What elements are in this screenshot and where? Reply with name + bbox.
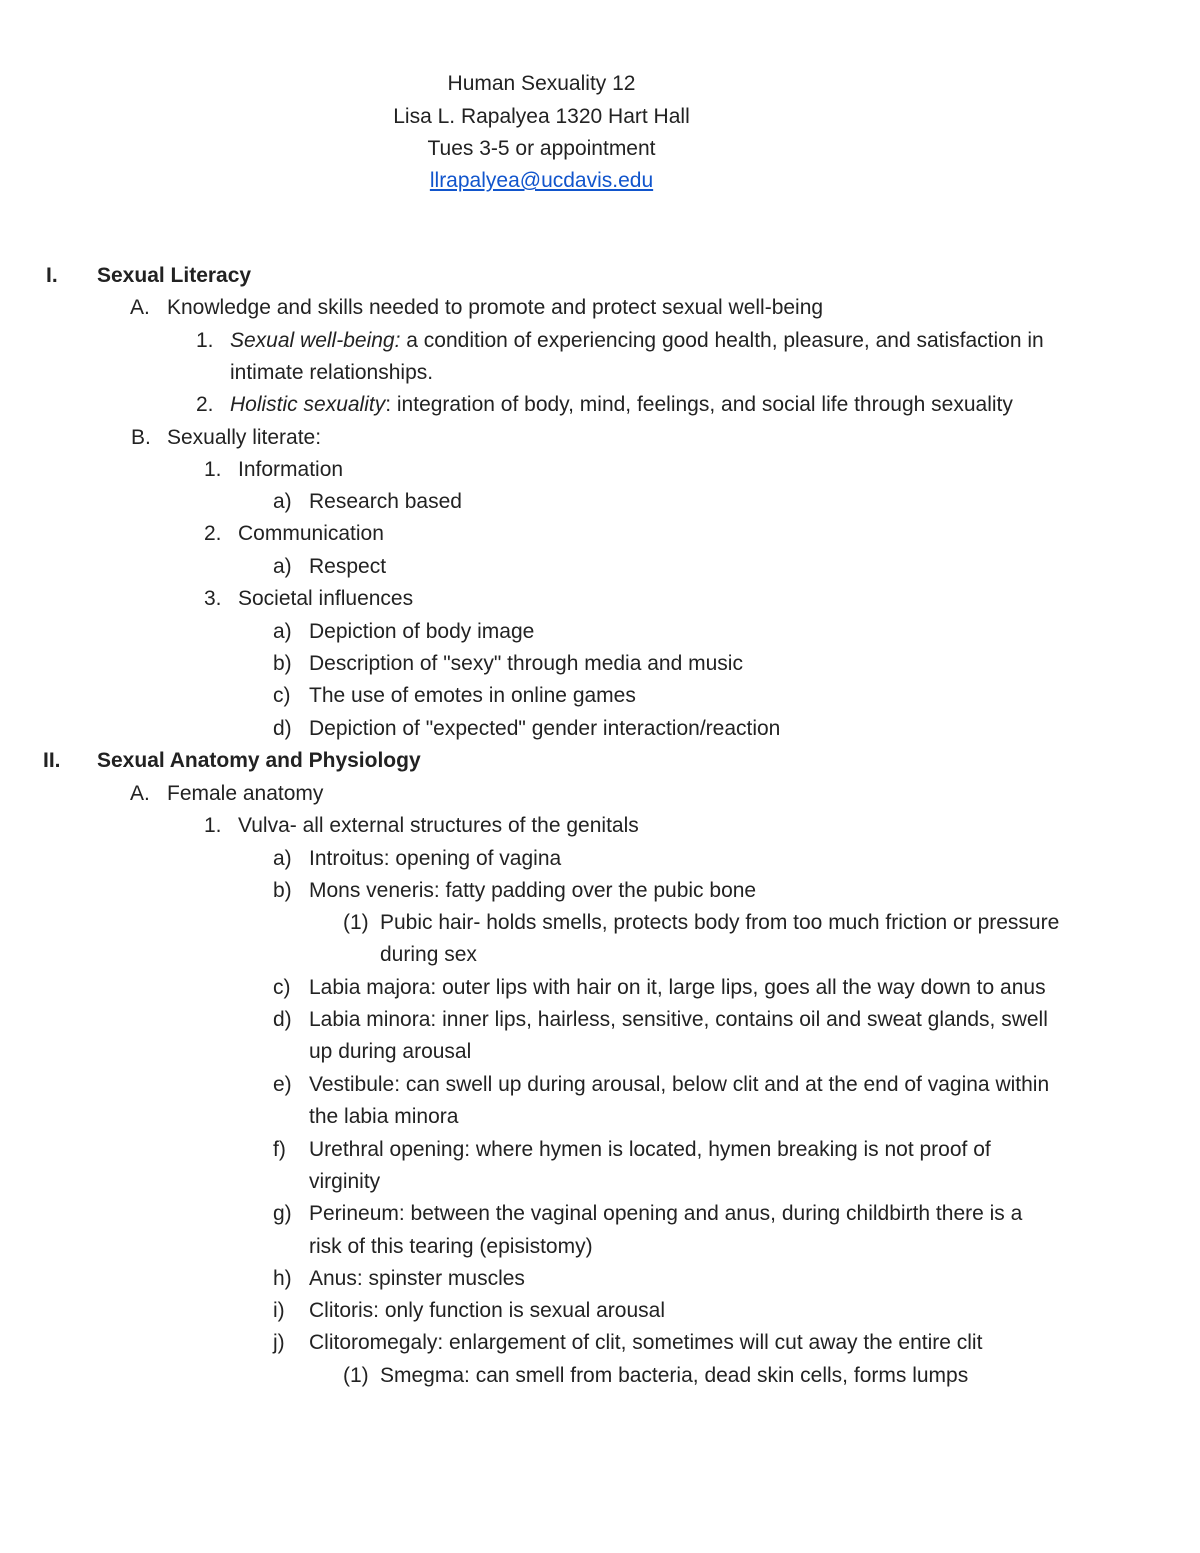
- item-2a1h-text: Anus: spinster muscles: [309, 1267, 525, 1290]
- item-1a2-text: [230, 393, 1013, 417]
- item-2a1c-text: Labia majora: outer lips with hair on it, large lips, goes all the way down to anus: [309, 976, 1046, 999]
- item-2a1d-continuation: up during arousal: [309, 1040, 472, 1063]
- item-2a1j1-label: (1): [343, 1364, 369, 1387]
- instructor-line: Lisa L. Rapalyea 1320 Hart Hall: [393, 105, 690, 128]
- item-2a1d-label: d): [273, 1008, 292, 1031]
- item-1b-text: Sexually literate:: [167, 426, 322, 449]
- term-sexual-well-being: Sexual well-being:: [230, 329, 401, 352]
- item-1a1-text: [230, 329, 1044, 353]
- section-1-title: Sexual Literacy: [97, 264, 252, 287]
- item-1a1-continuation: intimate relationships.: [230, 361, 434, 384]
- item-1b1-text: Information: [238, 458, 344, 481]
- office-hours: Tues 3-5 or appointment: [427, 137, 656, 160]
- item-2a1f-text: Urethral opening: where hymen is located, hymen breaking is not proof of: [309, 1138, 991, 1161]
- item-1b-label: B.: [131, 426, 151, 449]
- item-2a1g-continuation: risk of this tearing (episistomy): [309, 1235, 593, 1258]
- item-2a-label: A.: [130, 782, 150, 805]
- item-2a1a-text: Introitus: opening of vagina: [309, 847, 562, 870]
- item-1b3d-label: d): [273, 717, 292, 740]
- item-2a1b-text: Mons veneris: fatty padding over the pubic bone: [309, 879, 757, 902]
- item-1a2-label: 2.: [196, 393, 214, 416]
- item-1b3b-label: b): [273, 652, 292, 675]
- item-2a1-text: Vulva- all external structures of the genitals: [238, 814, 639, 837]
- section-1-number: I.: [46, 264, 58, 287]
- term-holistic-sexuality: Holistic sexuality: [230, 393, 386, 416]
- item-1b3c-label: c): [273, 684, 291, 707]
- item-1b1a-text: Research based: [309, 490, 462, 513]
- item-2a1j-text: Clitoromegaly: enlargement of clit, sometimes will cut away the entire clit: [309, 1331, 983, 1354]
- item-2a1j-label: j): [273, 1331, 285, 1354]
- item-2a1j1-text: Smegma: can smell from bacteria, dead skin cells, forms lumps: [380, 1364, 969, 1387]
- item-1b2a-label: a): [273, 555, 292, 578]
- item-2a1e-label: e): [273, 1073, 292, 1096]
- course-title: Human Sexuality 12: [447, 72, 636, 95]
- item-1b3-text: Societal influences: [238, 587, 414, 610]
- item-1b2-label: 2.: [204, 522, 222, 545]
- item-2a1h-label: h): [273, 1267, 292, 1290]
- item-2a1b1-text: Pubic hair- holds smells, protects body from too much friction or pressure: [380, 911, 1060, 934]
- item-1a-label: A.: [130, 296, 150, 319]
- item-2a1i-label: i): [273, 1299, 285, 1322]
- item-2a1-label: 1.: [204, 814, 222, 837]
- item-1a1-label: 1.: [196, 329, 214, 352]
- item-1b1-label: 1.: [204, 458, 222, 481]
- item-2a1b1-label: (1): [343, 911, 369, 934]
- item-2a1b-label: b): [273, 879, 292, 902]
- item-1b3-label: 3.: [204, 587, 222, 610]
- item-2a-text: Female anatomy: [167, 782, 324, 805]
- email-line: [0, 169, 1083, 193]
- email-link[interactable]: llrapalyea@ucdavis.edu: [429, 169, 654, 192]
- item-2a1g-text: Perineum: between the vaginal opening and anus, during childbirth there is a: [309, 1202, 1023, 1225]
- item-2a1e-text: Vestibule: can swell up during arousal, below clit and at the end of vagina within: [309, 1073, 1050, 1096]
- item-1a-text: Knowledge and skills needed to promote and protect sexual well-being: [167, 296, 824, 319]
- item-1b3a-label: a): [273, 620, 292, 643]
- item-2a1d-text: Labia minora: inner lips, hairless, sensitive, contains oil and sweat glands, swell: [309, 1008, 1048, 1031]
- item-1b2a-text: Respect: [309, 555, 387, 578]
- item-2a1a-label: a): [273, 847, 292, 870]
- item-2a1i-text: Clitoris: only function is sexual arousal: [309, 1299, 665, 1322]
- item-2a1g-label: g): [273, 1202, 292, 1225]
- definition-sexual-well-being: a condition of experiencing good health, pleasure, and satisfaction in: [400, 329, 1044, 352]
- item-1b3c-text: The use of emotes in online games: [309, 684, 636, 707]
- item-2a1b1-continuation: during sex: [380, 943, 477, 966]
- item-1b3a-text: Depiction of body image: [309, 620, 535, 643]
- item-1b1a-label: a): [273, 490, 292, 513]
- item-2a1e-continuation: the labia minora: [309, 1105, 459, 1128]
- item-2a1f-continuation: virginity: [309, 1170, 381, 1193]
- item-1b3d-text: Depiction of "expected" gender interaction/reaction: [309, 717, 781, 740]
- item-1b3b-text: Description of "sexy" through media and music: [309, 652, 743, 675]
- section-2-title: Sexual Anatomy and Physiology: [97, 749, 421, 772]
- item-2a1f-label: f): [273, 1138, 286, 1161]
- item-2a1c-label: c): [273, 976, 291, 999]
- definition-holistic-sexuality: : integration of body, mind, feelings, and social life through sexuality: [385, 393, 1013, 416]
- item-1b2-text: Communication: [238, 522, 384, 545]
- section-2-number: II.: [43, 749, 61, 772]
